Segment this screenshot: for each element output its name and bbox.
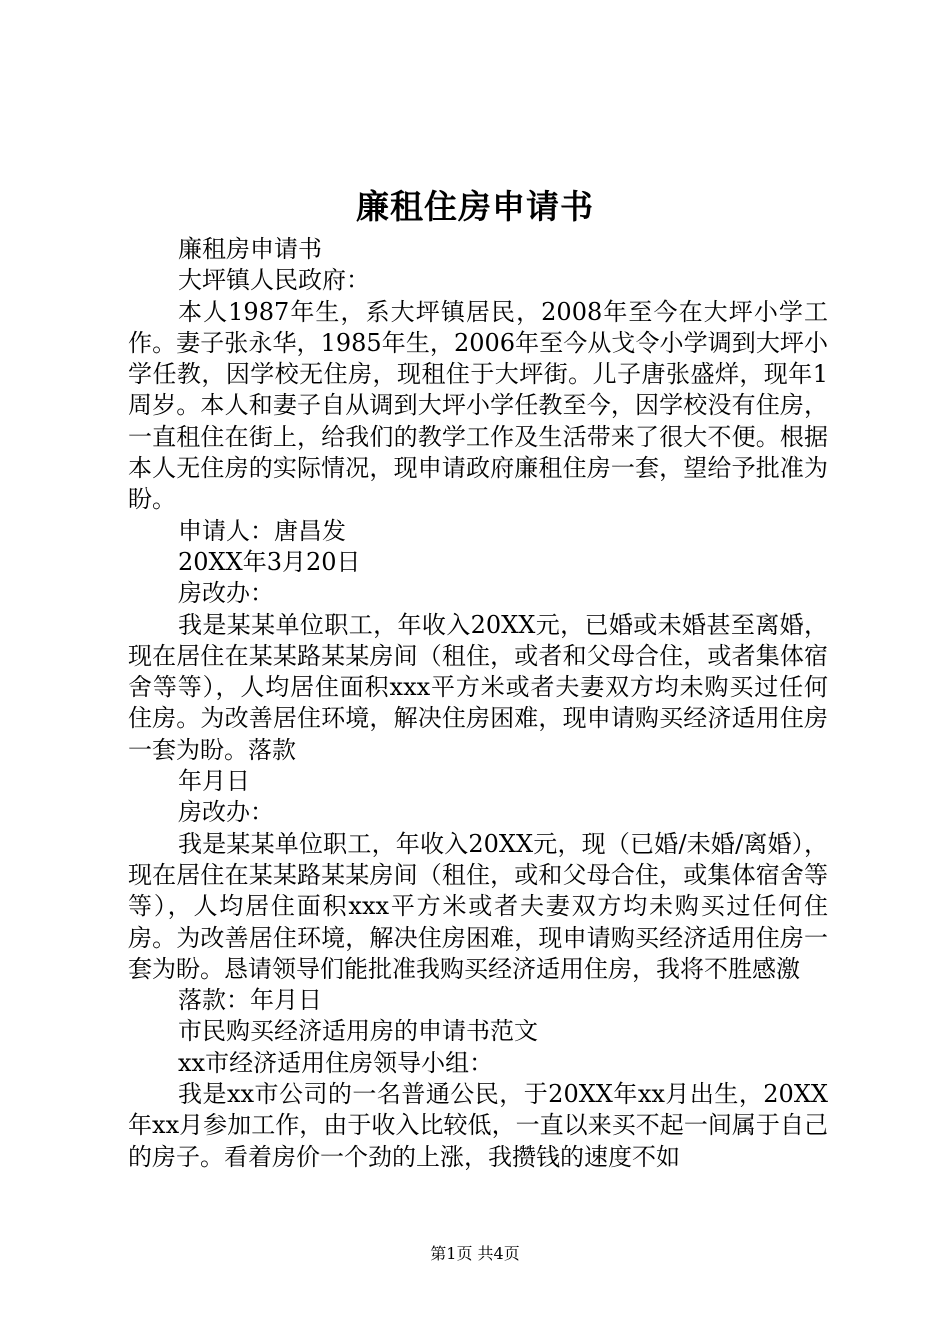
paragraph: 房改办： (178, 798, 274, 827)
paragraph: 我是某某单位职工，年收入20XX元，已婚或未婚甚至离婚，现在居住在某某路某某房间（租住，或者和父母合住，或者集体宿舍等等），人均居住面积xxx平方米或者夫妻双方均未购买过任何住房。为改善居住环境，解决住房困难，现申请购买经济适用住房一套为盼。落款 (128, 610, 828, 764)
paragraph: 市民购买经济适用房的申请书范文 (178, 1017, 538, 1046)
paragraph: 年月日 (178, 767, 250, 796)
paragraph: 廉租房申请书 (178, 235, 322, 263)
paragraph: 大坪镇人民政府： (178, 266, 370, 295)
paragraph: xx市经济适用住房领导小组： (178, 1048, 494, 1077)
paragraph: 落款：年月日 (178, 986, 322, 1015)
paragraph: 本人1987年生，系大坪镇居民，2008年至今在大坪小学工作。妻子张永华，1985年生，2006年至今从戈令小学调到大坪小学任教，因学校无住房，现租住于大坪街。儿子唐张盛烊，现年1周岁。本人和妻子自从调到大坪小学任教至今，因学校没有住房，一直租住在街上，给我们的教学工作及生活带来了很大不便。根据本人无住房的实际情况，现申请政府廉租住房一套，望给予批准为盼。 (128, 297, 828, 514)
page-footer: 第1页 共4页 (430, 1244, 520, 1263)
paragraph: 我是某某单位职工，年收入20XX元，现（已婚/未婚/离婚），现在居住在某某路某某房间（租住，或和父母合住，或集体宿舍等等），人均居住面积xxx平方米或者夫妻双方均未购买过任何住房。为改善居住环境，解决住房困难，现申请购买经济适用住房一套为盼。恳请领导们能批准我购买经济适用住房，我将不胜感激 (128, 829, 828, 983)
paragraph: 申请人：唐昌发 (178, 516, 346, 545)
paragraph: 20XX年3月20日 (178, 547, 361, 576)
document-title: 廉租住房申请书 (356, 187, 594, 226)
paragraph: 我是xx市公司的一名普通公民，于20XX年xx月出生，20XX年xx月参加工作，由于收入比较低，一直以来买不起一间属于自己的房子。看着房价一个劲的上涨，我攒钱的速度不如 (128, 1080, 828, 1171)
paragraph: 房改办： (178, 579, 274, 608)
document-body (128, 234, 828, 1173)
